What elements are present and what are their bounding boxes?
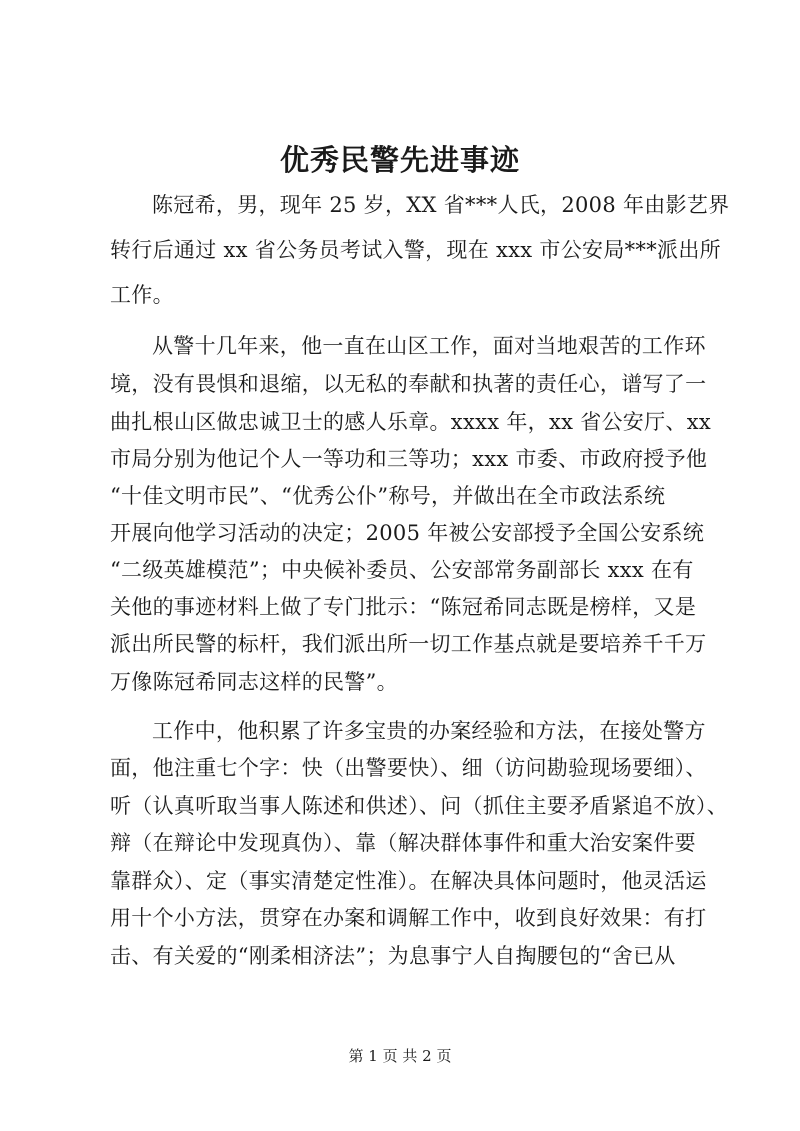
page-number-footer: 第 1 页 共 2 页 xyxy=(348,1047,452,1065)
paragraph-line: 辩（在辩论中发现真伪）、靠（解决群体事件和重大治安案件要 xyxy=(110,831,696,855)
paragraph-line: “十佳文明市民”、“优秀公仆”称号，并做出在全市政法系统 xyxy=(110,484,666,508)
paragraph-line: 万像陈冠希同志这样的民警”。 xyxy=(110,670,398,694)
paragraph-line: 听（认真听取当事人陈述和供述）、问（抓住主要矛盾紧追不放）、 xyxy=(110,794,728,818)
paragraph-line: 靠群众）、定（事实清楚定性准）。在解决具体问题时，他灵活运 xyxy=(110,869,707,893)
paragraph-line: 曲扎根山区做忠诚卫士的感人乐章。xxxx 年，xx 省公安厅、xx xyxy=(110,410,711,434)
paragraph-line: 转行后通过 xx 省公务员考试入警，现在 xxx 市公安局***派出所 xyxy=(110,238,721,262)
paragraph-line: 市局分别为他记个人一等功和三等功；xxx 市委、市政府授予他 xyxy=(110,447,708,471)
paragraph-line: 工作。 xyxy=(110,283,174,307)
paragraph-line: 工作中，他积累了许多宝贵的办案经验和方法，在接处警方 xyxy=(152,719,706,743)
paragraph-line: 开展向他学习活动的决定；2005 年被公安部授予全国公安系统 xyxy=(110,521,705,545)
paragraph-line: “二级英雄模范”；中央候补委员、公安部常务副部长 xxx 在有 xyxy=(110,558,694,582)
page-title: 优秀民警先进事迹 xyxy=(279,143,520,177)
paragraph-line: 用十个小方法，贯穿在办案和调解工作中，收到良好效果：有打 xyxy=(110,906,707,930)
paragraph-line: 面，他注重七个字：快（出警要快）、细（访问勘验现场要细）、 xyxy=(110,756,707,780)
paragraph-line: 境，没有畏惧和退缩，以无私的奉献和执著的责任心，谱写了一 xyxy=(110,372,707,396)
paragraph-line: 击、有关爱的“刚柔相济法”；为息事宁人自掏腰包的“舍已从 xyxy=(110,944,676,968)
paragraph-line: 关他的事迹材料上做了专门批示：“陈冠希同志既是榜样，又是 xyxy=(110,595,697,619)
paragraph-line: 从警十几年来，他一直在山区工作，面对当地艰苦的工作环 xyxy=(152,334,706,358)
paragraph-line: 陈冠希，男，现年 25 岁，XX 省***人氏，2008 年由影艺界 xyxy=(152,193,730,217)
paragraph-line: 派出所民警的标杆，我们派出所一切工作基点就是要培养千千万 xyxy=(110,632,707,656)
